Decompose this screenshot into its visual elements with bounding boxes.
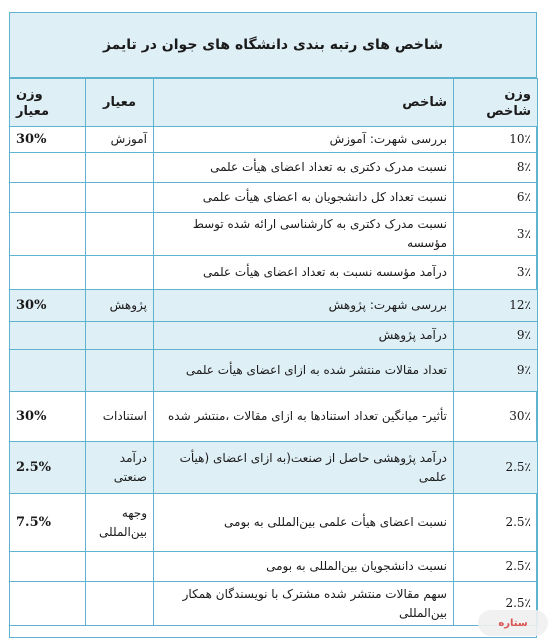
criterion-cell: پژوهش — [86, 290, 154, 322]
index-weight-cell: 30٪ — [454, 392, 538, 442]
criterion-cell: استنادات — [86, 392, 154, 442]
criterion-cell — [86, 256, 154, 290]
table-title: شاخص های رتبه بندی دانشگاه های جوان در تایمز — [9, 12, 537, 78]
criterion-weight-cell — [10, 183, 86, 213]
criterion-cell — [86, 153, 154, 183]
indicator-cell: بررسی شهرت: آموزش — [154, 127, 454, 153]
indicator-cell: نسبت دانشجویان بین‌المللی به بومی — [154, 552, 454, 582]
indicator-cell: بررسی شهرت: پژوهش — [154, 290, 454, 322]
watermark-text: ستاره — [498, 617, 528, 629]
table-row — [10, 213, 538, 256]
table-row — [10, 442, 538, 494]
criterion-weight-cell: 2.5% — [10, 442, 86, 494]
criterion-weight-cell: 30% — [10, 127, 86, 153]
criterion-cell — [86, 552, 154, 582]
header-criterion: معیار — [86, 79, 154, 127]
index-weight-cell: 3٪ — [454, 256, 538, 290]
table-row — [10, 582, 538, 626]
table-row — [10, 153, 538, 183]
index-weight-cell: 9٪ — [454, 322, 538, 350]
criterion-cell: آموزش — [86, 127, 154, 153]
criterion-cell — [86, 350, 154, 392]
indicator-cell: نسبت مدرک دکتری به تعداد اعضای هیأت علمی — [154, 153, 454, 183]
criterion-weight-cell — [10, 350, 86, 392]
table-row — [10, 256, 538, 290]
index-weight-cell: 2.5٪ — [454, 552, 538, 582]
table-row — [10, 552, 538, 582]
table-row — [10, 350, 538, 392]
table-row — [10, 127, 538, 153]
header-indicator: شاخص — [154, 79, 454, 127]
header-criterion-weight: وزن معیار — [10, 79, 86, 127]
criterion-weight-cell — [10, 256, 86, 290]
index-weight-cell: 2.5٪ — [454, 582, 538, 626]
table-row — [10, 290, 538, 322]
index-weight-cell: 12٪ — [454, 290, 538, 322]
criterion-cell — [86, 183, 154, 213]
indicator-cell: درآمد پژوهش — [154, 322, 454, 350]
watermark-logo — [478, 610, 548, 636]
criterion-weight-cell — [10, 582, 86, 626]
indicator-cell: نسبت اعضای هیأت علمی بین‌المللی به بومی — [154, 494, 454, 552]
ranking-table — [9, 78, 538, 626]
index-weight-cell: 9٪ — [454, 350, 538, 392]
criterion-weight-cell — [10, 322, 86, 350]
criterion-weight-cell — [10, 153, 86, 183]
header-index-weight: وزن شاخص — [454, 79, 538, 127]
criterion-cell — [86, 582, 154, 626]
criterion-cell: وجهه بین‌المللی — [86, 494, 154, 552]
index-weight-cell: 10٪ — [454, 127, 538, 153]
criterion-weight-cell: 30% — [10, 290, 86, 322]
criterion-cell: درآمد صنعتی — [86, 442, 154, 494]
indicator-cell: تعداد مقالات منتشر شده به ازای اعضای هیأت علمی — [154, 350, 454, 392]
criterion-weight-cell: 7.5% — [10, 494, 86, 552]
index-weight-cell: 8٪ — [454, 153, 538, 183]
indicator-cell: نسبت تعداد کل دانشجویان به اعضای هیأت علمی — [154, 183, 454, 213]
criterion-weight-cell — [10, 552, 86, 582]
criterion-weight-cell — [10, 213, 86, 256]
index-weight-cell: 6٪ — [454, 183, 538, 213]
table-row — [10, 494, 538, 552]
table-row — [10, 322, 538, 350]
table-row — [10, 392, 538, 442]
index-weight-cell: 2.5٪ — [454, 494, 538, 552]
criterion-weight-cell: 30% — [10, 392, 86, 442]
table-row — [10, 183, 538, 213]
criterion-cell — [86, 322, 154, 350]
indicator-cell: سهم مقالات منتشر شده مشترک با نویسندگان همکار بین‌المللی — [154, 582, 454, 626]
index-weight-cell: 2.5٪ — [454, 442, 538, 494]
index-weight-cell: 3٪ — [454, 213, 538, 256]
indicator-cell: نسبت مدرک دکتری به کارشناسی ارائه شده توسط مؤسسه — [154, 213, 454, 256]
criterion-cell — [86, 213, 154, 256]
indicator-cell: درآمد پژوهشی حاصل از صنعت(به ازای اعضای (هیأت علمی — [154, 442, 454, 494]
indicator-cell: درآمد مؤسسه نسبت به تعداد اعضای هیأت علمی — [154, 256, 454, 290]
indicator-cell: تأثیر- میانگین تعداد استنادها به ازای مقالات ،منتشر شده — [154, 392, 454, 442]
